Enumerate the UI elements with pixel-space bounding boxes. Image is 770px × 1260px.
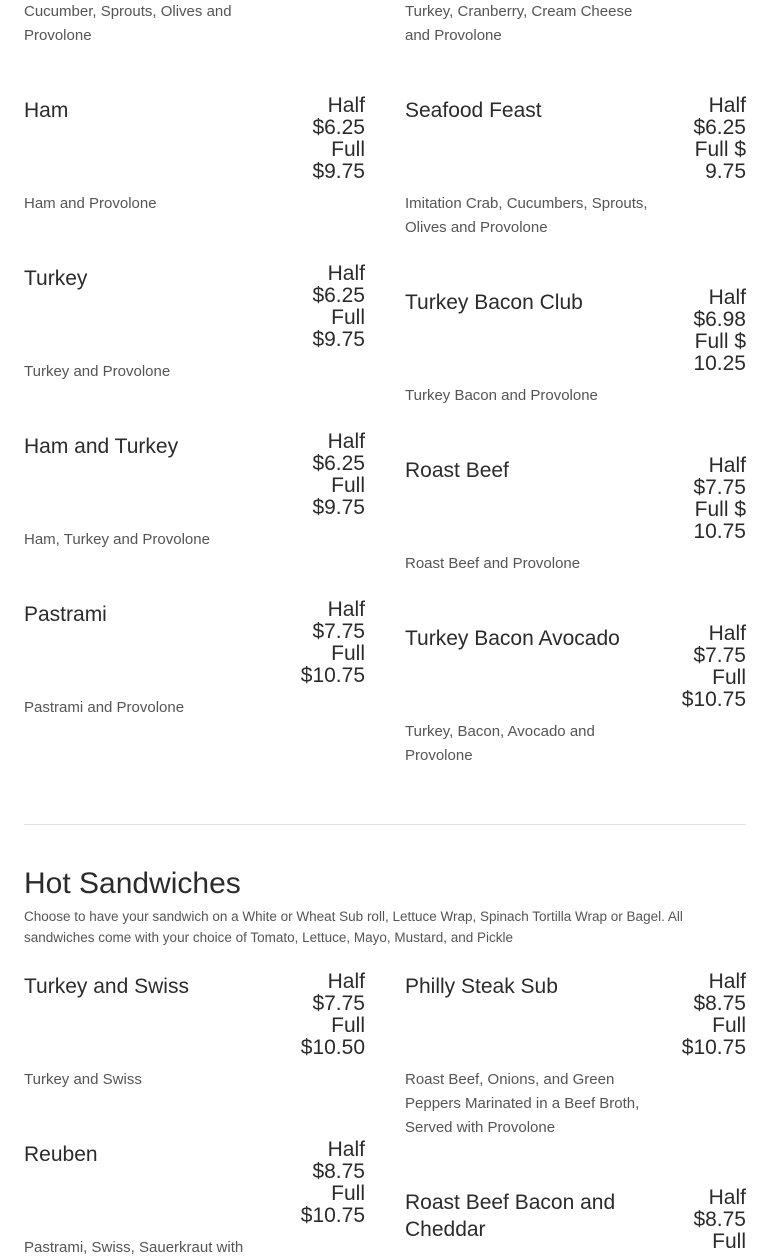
item-name: Philly Steak Sub [405, 975, 558, 998]
item-name: Turkey Bacon Avocado [405, 627, 620, 650]
item-price: Half $7.75 Full $10.75 [681, 622, 746, 711]
item-name: Seafood Feast [405, 99, 542, 122]
section-description: Choose to have your sandwich on a White or Wheat Sub roll, Lettuce Wrap, Spinach Tortilla Wrap or Bagel. All sandwiches come with your choice of Tomato, Lettuce, Mayo, Mustard, and Pickle [24, 909, 683, 945]
item-name: Pastrami [24, 603, 107, 626]
item-price: Half $7.75 Full $10.75 [300, 598, 365, 687]
item-description: Ham, Turkey and Provolone [24, 531, 210, 548]
item-description: Turkey and Swiss [24, 1071, 142, 1088]
item-description: Turkey Bacon and Provolone [405, 387, 598, 404]
section-title: Hot Sandwiches [24, 867, 241, 900]
section-divider [24, 824, 746, 825]
item-description: Pastrami and Provolone [24, 699, 185, 716]
item-price: Half $6.25 Full $9.75 [312, 430, 365, 519]
item-name: Turkey Bacon Club [405, 291, 583, 314]
item-description: Roast Beef, Onions, and Green Peppers Marinated in a Beef Broth, Served with Provolone [405, 1071, 640, 1136]
item-price: Half $6.25 Full $9.75 [312, 94, 365, 183]
item-name: Roast Beef Bacon and Cheddar [405, 1191, 616, 1241]
item-description: Pastrami, Swiss, Sauerkraut with [24, 1239, 244, 1256]
item-price: Half $6.25 Full $9.75 [312, 262, 365, 351]
item-price: Half $8.75 Full $10.75 [300, 1138, 365, 1227]
item-name: Ham [24, 99, 69, 122]
item-price: Half $7.75 Full $10.50 [300, 970, 365, 1059]
item-name: Turkey [24, 267, 88, 290]
item-description: Ham and Provolone [24, 195, 157, 212]
item-price: Half $8.75 Full $10.75 [681, 970, 746, 1059]
item-price: Half $6.25 Full $ 9.75 [693, 94, 746, 183]
item-name: Roast Beef [405, 459, 509, 482]
item-price: Half $7.75 Full $ 10.75 [693, 454, 746, 543]
item-description: Turkey, Cranberry, Cream Cheese and Provolone [405, 3, 633, 44]
item-name: Turkey and Swiss [24, 975, 189, 998]
item-description: Roast Beef and Provolone [405, 555, 581, 572]
item-price: Half $6.98 Full $ 10.25 [693, 286, 746, 375]
item-description: Imitation Crab, Cucumbers, Sprouts, Olives and Provolone [405, 195, 648, 236]
item-price: Half $8.75 Full [693, 1186, 746, 1253]
item-description: Turkey, Bacon, Avocado and Provolone [405, 723, 595, 764]
item-description: Cucumber, Sprouts, Olives and Provolone [24, 3, 232, 44]
item-name: Ham and Turkey [24, 435, 179, 458]
item-description: Turkey and Provolone [24, 363, 171, 380]
item-name: Reuben [24, 1143, 98, 1166]
